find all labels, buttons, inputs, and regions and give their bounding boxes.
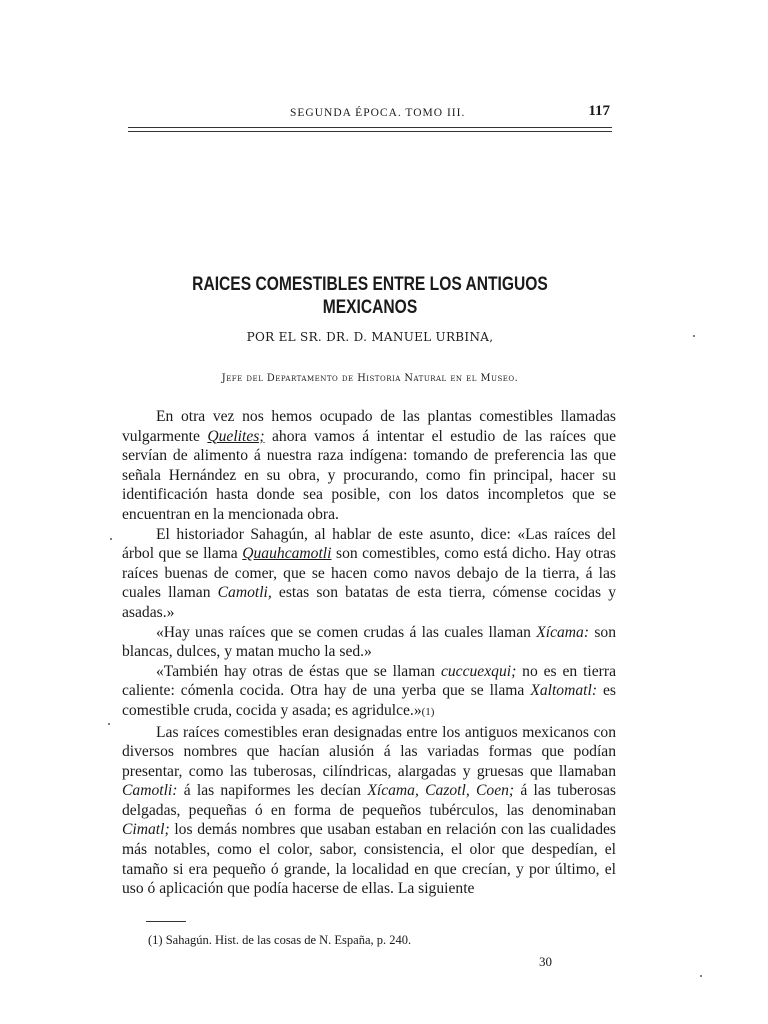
italic-term: Xaltomatl: [530, 682, 598, 700]
signature-mark: 30 [539, 954, 552, 969]
scan-speck [110, 538, 112, 540]
footnote: (1) Sahagún. Hist. de las cosas de N. España, p. 240. [148, 933, 412, 947]
italic-term: Xícama, Cazotl, Coen; [367, 782, 515, 800]
italic-term: Camotli, [217, 584, 272, 602]
paragraph-2: El historiador Sahagún, al hablar de este asunto, dice: «Las raíces del árbol que se llama Quauhcamotli son comestibles, como está dicho. Hay otras raíces buenas de comer, que se hacen como navos debajo de la tierra, á las cuales llaman Camotli, estas son batatas de esta tierra, cómense cocidas y asadas.» [122, 525, 616, 621]
article-body [122, 407, 616, 899]
paragraph-4: «También hay otras de éstas que se llaman cuccuexqui; no es en tierra caliente: cómenla cocida. Otra hay de una yerba que se llama Xaltomatl: es comestible cruda, cocida y asada; es agridulce.»(1) [122, 662, 616, 719]
footnote-ref: (1) [421, 705, 435, 718]
paragraph-3: «Hay unas raíces que se comen crudas á las cuales llaman Xícama: son blancas, dulces, y matan mucho la sed.» [122, 623, 616, 661]
header-rule [128, 127, 612, 128]
scan-speck [693, 335, 695, 337]
italic-term: Quelites; [207, 427, 265, 445]
article-byline: POR EL SR. DR. D. MANUEL URBINA, [246, 330, 494, 344]
scan-speck [108, 723, 110, 725]
article-title: RAICES COMESTIBLES ENTRE LOS ANTIGUOS MEXICANOS [192, 273, 548, 318]
italic-term: cuccuexqui; [440, 662, 517, 680]
italic-term: Xícama: [536, 623, 590, 641]
scan-speck [700, 975, 702, 977]
paragraph-5: Las raíces comestibles eran designadas entre los antiguos mexicanos con diversos nombres que hacían alusión á las variadas formas que podían presentar, como las tuberosas, cilíndricas, alargadas y gruesas que llamaban Camotli: á las napiformes les decían Xícama, Cazotl, Coen; á las tuberosas delgadas, pequeñas ó en forma de pequeños tubérculos, las denominaban Cimatl; los demás nombres que usaban estaban en relación con las cualidades más notables, como el color, sabor, consistencia, el olor que despedían, el tamaño si era pequeño ó grande, la localidad en que crecían, y por último, el uso ó aplicación que podía hacerse de ellas. La siguiente [122, 723, 616, 898]
header-rule-secondary [128, 131, 612, 132]
footnote-rule [146, 921, 186, 922]
author-affiliation: Jefe del Departamento de Historia Natural en el Museo. [221, 373, 519, 384]
running-head: SEGUNDA ÉPOCA. TOMO III. [290, 107, 466, 119]
italic-term: Quauhcamotli [242, 545, 332, 563]
paragraph-1: En otra vez nos hemos ocupado de las plantas comestibles llamadas vulgarmente Quelites; ahora vamos á intentar el estudio de las raíces que servían de alimento á nuestra raza indígena: tomando de preferencia las que señala Hernández en su obra, y procurando, como fin principal, hacer su identificación hasta donde sea posible, con los datos incompletos que se encuentran en la mencionada obra. [122, 408, 616, 523]
italic-term: Camotli: [122, 782, 178, 800]
italic-term: Cimatl; [122, 821, 170, 839]
page-number: 117 [588, 103, 610, 119]
